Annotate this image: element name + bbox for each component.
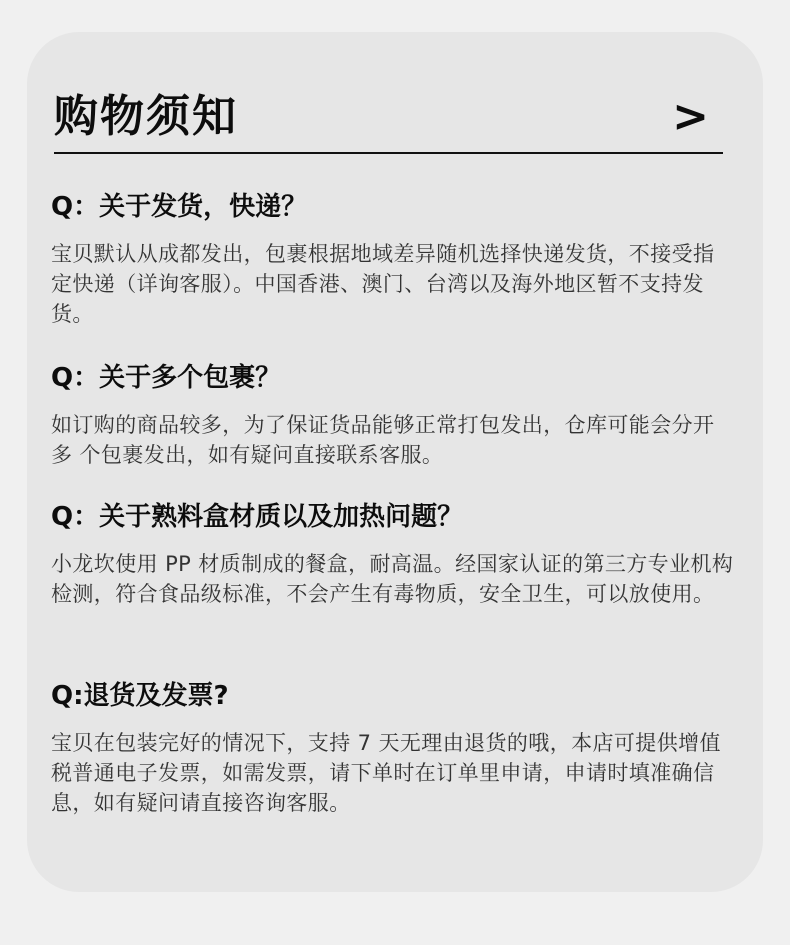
faq-answer: 宝贝默认从成都发出，包裹根据地域差异随机选择快递发货，不接受指定快递（详询客服）。中国香港、澳门、台湾以及海外地区暂不支持发货。 xyxy=(51,242,715,326)
faq-question: Q：关于熟料盒材质以及加热问题？ xyxy=(51,502,464,532)
faq-item-returns-invoice xyxy=(51,679,735,818)
page-title: 购物须知 xyxy=(54,91,238,142)
faq-question: Q:退货及发票? xyxy=(51,681,229,711)
faq-question: Q：关于多个包裹？ xyxy=(51,363,282,393)
chevron-right-icon[interactable]: > xyxy=(672,91,709,142)
card-header xyxy=(54,90,723,154)
faq-answer: 如订购的商品较多，为了保证货品能够正常打包发出，仓库可能会分开多 个包裹发出，如有疑问直接联系客服。 xyxy=(51,413,715,467)
faq-answer: 宝贝在包装完好的情况下，支持 7 天无理由退货的哦，本店可提供增值税普通电子发票，如需发票，请下单时在订单里申请，申请时填准确信息，如有疑问请直接咨询客服。 xyxy=(51,731,721,815)
faq-item-multiple-packages xyxy=(51,361,735,470)
faq-answer: 小龙坎使用 PP 材质制成的餐盒，耐高温。经国家认证的第三方专业机构 检测，符合食品级标准，不会产生有毒物质，安全卫生，可以放使用。 xyxy=(51,552,734,606)
faq-item-shipping xyxy=(51,190,735,329)
faq-question: Q：关于发货，快递？ xyxy=(51,192,308,222)
faq-item-box-material xyxy=(51,500,735,609)
shopping-notice-card xyxy=(27,32,763,892)
